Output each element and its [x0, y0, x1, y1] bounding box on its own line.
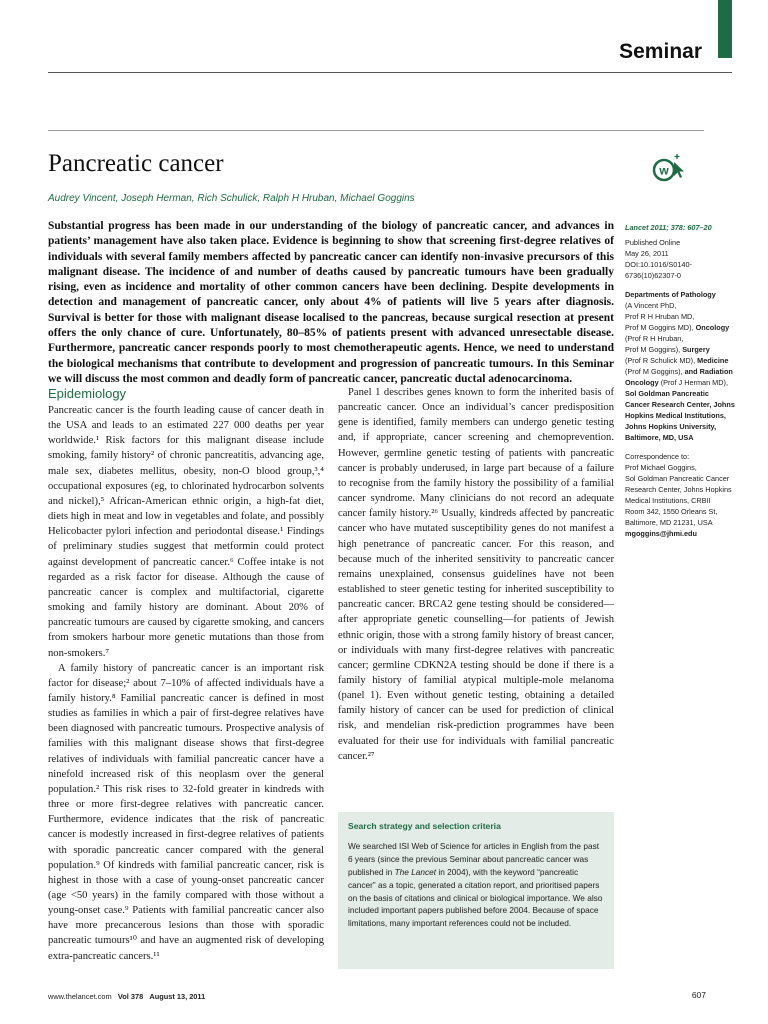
affil-surgery: Surgery: [682, 345, 710, 354]
corr-line: Prof Michael Goggins,: [625, 463, 697, 472]
panel-text: [348, 840, 604, 930]
page-number: 607: [691, 990, 706, 1000]
paragraph: Panel 1 describes genes known to form the inherited basis of pancreatic cancer. Once an individual’s cancer predisposition gene is identified, family members can undergo genetic testing and, if appropriate, cancer screening and chemoprevention. However, germline genetic testing of patients with pancreatic cancer is probably underused, in large part because of a failure to recognise from the family history the possibility of a familial cancer syndrome. Many clinicians do not record an adequate cancer family history.²⁶ Usually, kindreds affected by pancreatic cancer who have mutated susceptibility genes do not manifest a high penetrance of pancreatic cancer. For this reason, and because much of the inherited sensitivity to pancreatic cancer remains unexplained, consensus guidelines have not been established to steer genetic testing for inherited susceptibility to pancreatic cancer. BRCA2 gene testing should be considered—after appropriate genetic counselling—for patients of Jewish ethnic origin, those with a strong family history of breast cancer, or individuals with many first-degree relatives with pancreatic cancer; germline CDKN2A testing should be done if there is a family history of familial atypical multiple-mole melanoma (panel 1). Even without genetic testing, obtaining a detailed family history of cancer can be used for prediction of clinical risk, and mendelian risk-prediction programmes have been evaluated for their use for individuals with familial pancreatic cancer.²⁷: [338, 387, 614, 762]
publication-info: [625, 237, 735, 281]
citation: Lancet 2011; 378: 607–20: [625, 223, 712, 232]
correspondence: [625, 451, 735, 539]
affil-radiation: and Radiation: [684, 367, 733, 376]
search-strategy-panel: [338, 812, 614, 969]
affil-line: (Prof R Schulick MD),: [625, 356, 696, 365]
affil-line: (Prof R H Hruban,: [625, 334, 684, 343]
doi-line-1[interactable]: DOI:10.1016/S0140-: [625, 260, 692, 269]
affil-dept: Departments of Pathology: [625, 290, 716, 299]
corr-line: Baltimore, MD 21231, USA: [625, 518, 713, 527]
footer-volume: Vol 378: [117, 992, 144, 1001]
paragraph: Pancreatic cancer is the fourth leading cause of cancer death in the USA and leads to an estimated 227 000 deaths per year worldwide.¹ Risk factors for this malignant disease include smoking, family history² of chronic pancreatitis, advancing age, male sex, diabetes mellitus, obesity, non-O blood group,³,⁴ occupational exposures (eg, to chlorinated hydrocarbon solvents and nickel),⁵ African-American ethnic origin, a high-fat diet, diets high in meat and low in vegetables and folate, and possibly Helicobacter pylori infection and periodontal disease.¹ Findings of preliminary studies suggest that metformin could protect against development of pancreatic cancer.⁶ Coffee intake is not regarded as a risk factor for disease. Although the cause of pancreatic cancer is complex and multifactorial, cigarette smoking and family history are dominant. About 20% of pancreatic tumours are caused by cigarette smoking, and cancers from smokers harbour more genetic mutations than those from non-smokers.⁷: [48, 405, 324, 659]
section-heading: Epidemiology: [48, 386, 127, 401]
panel-journal: The Lancet: [394, 866, 437, 877]
header-rule: [48, 72, 732, 73]
title-rule: [48, 130, 704, 131]
body-column-2: [338, 385, 614, 764]
doi-line-2[interactable]: 6736(10)62307-0: [625, 271, 681, 280]
page-footer: [48, 992, 205, 1001]
corr-line: Room 342, 1550 Orleans St,: [625, 507, 718, 516]
affil-oncology: Oncology: [695, 323, 730, 332]
affil-line: Prof M Goggins),: [625, 345, 681, 354]
published-date: May 26, 2011: [625, 249, 669, 258]
corr-line: Research Center, Johns Hopkins: [625, 485, 732, 494]
panel-text-a: We searched ISI Web of Science for articles in English from the past 6 years (since the previous Seminar about pancreatic cancer was published in: [348, 840, 600, 877]
correspondence-email[interactable]: mgoggins@jhmi.edu: [625, 529, 697, 538]
corr-line: Sol Goldman Pancreatic Cancer: [625, 474, 730, 483]
web-extra-cursor-icon[interactable]: [650, 150, 688, 184]
affil-oncology-2: Oncology: [625, 378, 659, 387]
affil-line: Prof R H Hruban MD,: [625, 312, 695, 321]
paragraph: A family history of pancreatic cancer is an important risk factor for disease;² about 7–10% of affected individuals have a family history.⁸ Familial pancreatic cancer is defined in most studies as families in which a pair of first-degree relatives have been diagnosed with pancreatic tumours. Prospective analysis of families with this malignant disease shows that first-degree relatives of individuals with familial pancreatic cancer have a ninefold increased risk of this neoplasm over the general population.² This risk rises to 32-fold greater in kindreds with three or more first-degree relatives with pancreatic cancer. Furthermore, evidence indicates that the risk of pancreatic cancer is modestly increased in first-degree relatives of patients with sporadic pancreatic cancer compared with the general population.⁹ Of kindreds with familial pancreatic cancer, risk is highest in those with a case of young-onset pancreatic cancer (age <50 years) in the family compared with those without a young-onset case.⁹ Patients with familial pancreatic cancer also have more precancerous lesions than those with sporadic pancreatic tumours¹⁰ and have an augmented risk of developing extra-pancreatic cancers.¹¹: [48, 662, 324, 962]
panel-heading: Search strategy and selection criteria: [348, 821, 501, 831]
affil-line: (A Vincent PhD,: [625, 301, 677, 310]
published-online: Published Online: [625, 238, 681, 247]
affiliations: [625, 289, 735, 443]
footer-site-link[interactable]: www.thelancet.com: [48, 992, 112, 1001]
section-color-tab: [718, 0, 732, 58]
body-column-1: [48, 385, 324, 964]
affil-line: (Prof J Herman MD),: [660, 378, 728, 387]
corr-line: Medical Institutions, CRBII: [625, 496, 711, 505]
abstract: Substantial progress has been made in our understanding of the biology of pancreatic cancer, and advances in patients’ management have also taken place. Evidence is beginning to show that screening first-degree relatives of individuals with several family members affected by pancreatic cancer can identify non-invasive precursors of this malignant disease. The incidence of and number of deaths caused by pancreatic tumours have been gradually rising, even as incidence and mortality of other common cancers have been declining. Despite developments in detection and management of pancreatic cancer, only about 4% of patients will live 5 years after diagnosis. Survival is better for those with malignant disease localised to the pancreas, because surgical resection at present offers the only chance of cure. Unfortunately, 80–85% of patients present with advanced unresectable disease. Furthermore, pancreatic cancer responds poorly to most chemotherapeutic agents. Hence, we need to understand the biological mechanisms that contribute to development and progression of pancreatic tumours. In this Seminar we will discuss the most common and deadly form of pancreatic cancer, pancreatic ductal adenocarcinoma.: [48, 220, 614, 385]
article-title: Pancreatic cancer: [48, 150, 224, 177]
corr-line: Correspondence to:: [625, 452, 690, 461]
footer-date: August 13, 2011: [149, 992, 206, 1001]
svg-text:w: w: [659, 163, 669, 178]
affil-line: Prof M Goggins MD),: [625, 323, 694, 332]
affil-center: Sol Goldman Pancreatic Cancer Research Center, Johns Hopkins Medical Institutions, Johns Hopkins University, Baltimore, MD, USA: [625, 389, 735, 442]
article-info-sidebar: [625, 222, 735, 547]
affil-line: (Prof M Goggins),: [625, 367, 683, 376]
panel-text-b: in 2004), with the keyword “pancreatic cancer” as a topic, generated a citation report, and prioritised papers on the basis of citations and clinical or biological importance. We also included important papers published before 2004. Because of space limitations, many important references could not be included.: [348, 866, 603, 929]
section-label: Seminar: [619, 40, 702, 63]
author-list: Audrey Vincent, Joseph Herman, Rich Schulick, Ralph H Hruban, Michael Goggins: [48, 193, 415, 204]
affil-medicine: Medicine: [697, 356, 729, 365]
